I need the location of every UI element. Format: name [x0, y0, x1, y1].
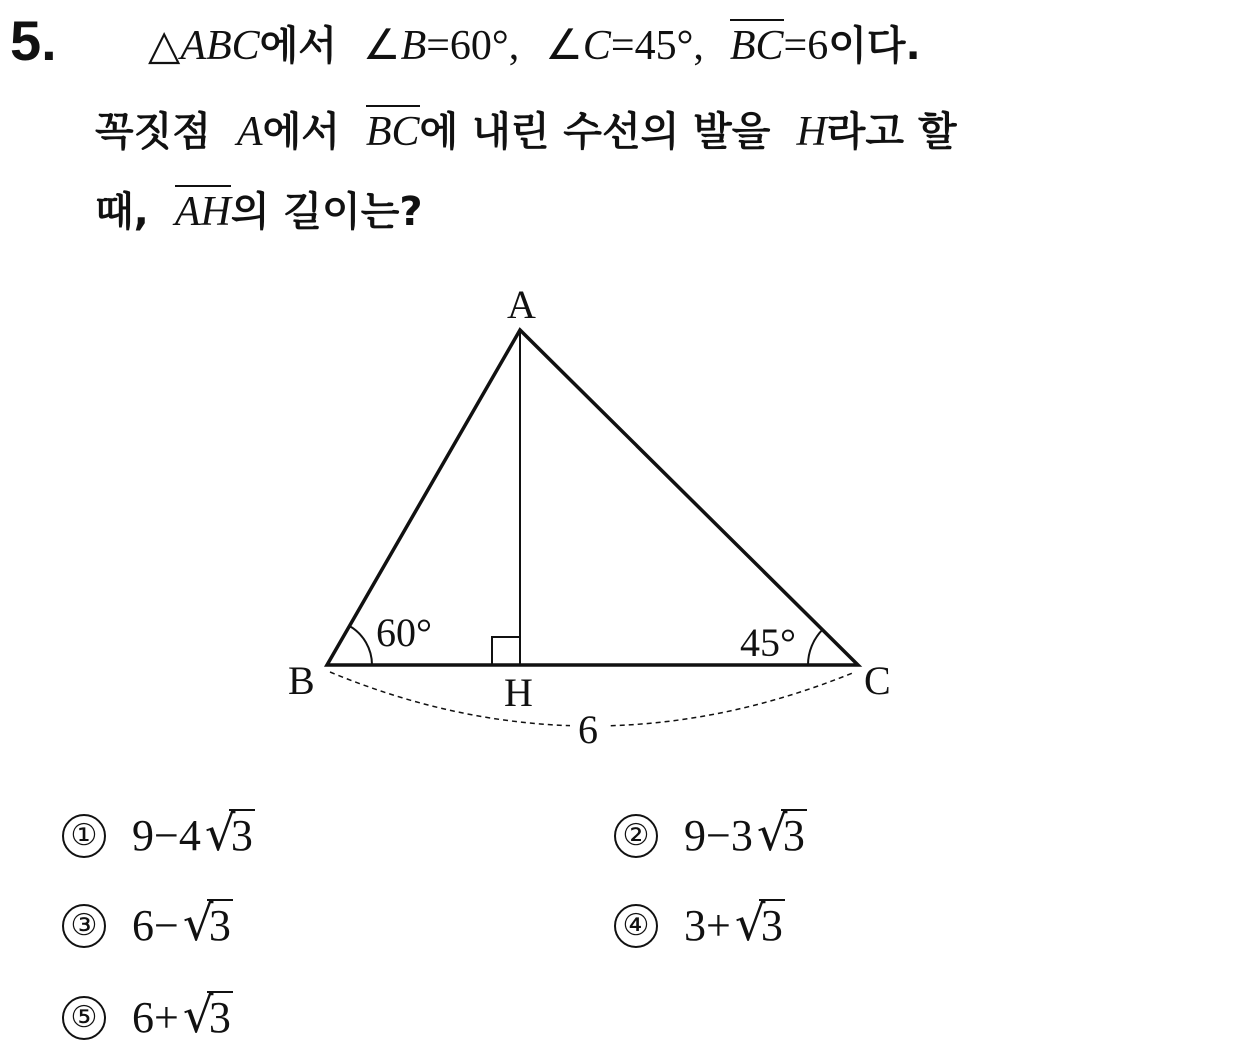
choice-2-radicand: 3	[782, 811, 805, 860]
text-eseo: 에서	[259, 23, 337, 69]
angle-arc-b	[350, 626, 373, 665]
choice-4-prefix: 3+	[684, 901, 731, 950]
vertex-b-var: B	[400, 23, 427, 69]
comma-2: ,	[693, 23, 704, 69]
text-ida: 이다.	[828, 23, 921, 69]
choice-3-prefix: 6−	[132, 901, 179, 950]
bc-length: =6	[783, 23, 829, 69]
choice-1-radicand: 3	[230, 811, 253, 860]
foot-h-var: H	[796, 109, 827, 155]
segment-bc: BC	[730, 19, 784, 69]
choice-3-number: ③	[62, 904, 106, 948]
choice-4-number: ④	[614, 904, 658, 948]
choice-1[interactable]	[62, 808, 255, 864]
label-angle-c: 45°	[740, 620, 796, 665]
choice-2-prefix: 9−3	[684, 811, 753, 860]
text-length-question: 의 길이는?	[230, 189, 423, 235]
sqrt-icon: √ 3	[182, 896, 231, 952]
triangle-name: ABC	[180, 23, 260, 69]
choice-2-number: ②	[614, 814, 658, 858]
sqrt-icon: √ 3	[204, 806, 253, 862]
text-eseo-2: 에서	[262, 109, 340, 155]
choice-5-number: ⑤	[62, 996, 106, 1040]
triangle-symbol: △	[148, 23, 181, 69]
vertex-c-var: C	[582, 23, 611, 69]
question-number: 5.	[10, 9, 57, 72]
text-vertex: 꼭짓점	[95, 109, 211, 155]
choice-3[interactable]	[62, 898, 233, 954]
choice-5-radicand: 3	[208, 993, 231, 1042]
label-h: H	[504, 670, 533, 715]
angle-b-value: =60	[426, 23, 492, 69]
angle-arc-c	[808, 630, 823, 665]
choice-5-prefix: 6+	[132, 993, 179, 1042]
segment-ah: AH	[175, 185, 231, 235]
segment-bc-2: BC	[366, 105, 420, 155]
choice-4[interactable]	[614, 898, 785, 954]
angle-symbol-c: ∠	[545, 23, 583, 69]
sqrt-icon: √ 3	[734, 896, 783, 952]
text-ragohal: 라고 할	[826, 109, 957, 155]
choice-1-number: ①	[62, 814, 106, 858]
degree-symbol-c: °	[676, 23, 694, 69]
comma-1: ,	[508, 23, 520, 69]
angle-symbol-b: ∠	[362, 23, 401, 69]
sqrt-icon: √ 3	[182, 988, 231, 1044]
angle-c-value: =45	[610, 23, 677, 69]
right-angle-mark	[492, 637, 520, 665]
label-b: B	[288, 658, 315, 703]
text-perpendicular: 에 내린 수선의 발을	[419, 109, 771, 155]
choice-3-radicand: 3	[208, 901, 231, 950]
degree-symbol-b: °	[491, 23, 509, 69]
vertex-a-var: A	[236, 109, 263, 155]
label-c: C	[864, 658, 891, 703]
choice-1-prefix: 9−4	[132, 811, 201, 860]
choice-2[interactable]	[614, 808, 807, 864]
text-ttae: 때,	[95, 189, 149, 235]
choice-5[interactable]	[62, 990, 233, 1046]
choice-4-radicand: 3	[760, 901, 783, 950]
sqrt-icon: √ 3	[756, 806, 805, 862]
label-angle-b: 60°	[376, 610, 432, 655]
label-a: A	[507, 282, 536, 327]
label-base-length: 6	[578, 707, 598, 752]
